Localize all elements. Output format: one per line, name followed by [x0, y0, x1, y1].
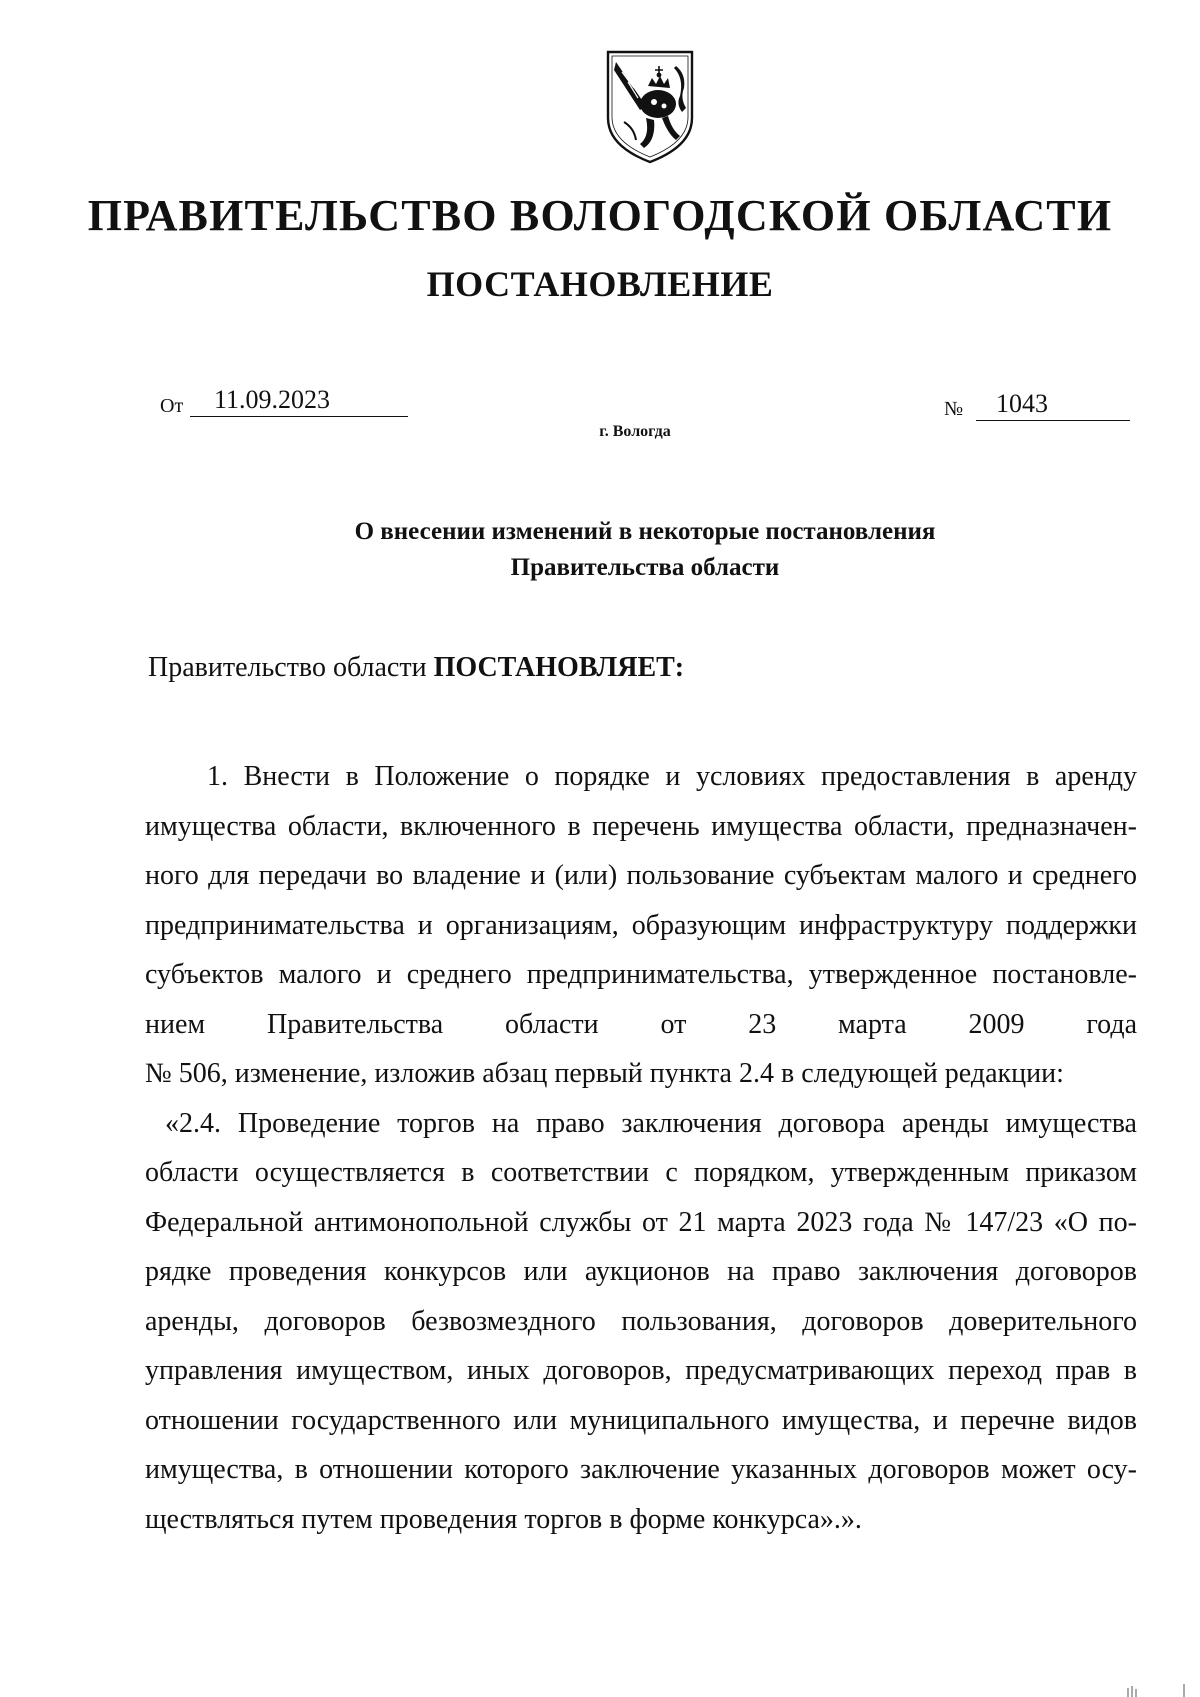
body-line: имущества, в отношении которого заключение указанных договоров может осу- — [145, 1454, 1137, 1485]
body-line: Федеральной антимонопольной службы от 21 марта 2023 года № 147/23 «О по- — [145, 1206, 1137, 1238]
document-type: ПОСТАНОВЛЕНИЕ — [426, 264, 774, 304]
preamble-text: Правительство области — [148, 652, 434, 683]
body-line: имущества области, включенного в перечень имущества области, предназначен- — [145, 810, 1137, 842]
document-body — [145, 752, 1137, 1544]
body-line: «2.4. Проведение торгов на право заключения договора аренды имущества — [165, 1107, 1137, 1139]
issue-city: г. Вологда — [599, 423, 671, 440]
body-line: ществляться путем проведения торгов в форме конкурса».». — [145, 1503, 862, 1535]
body-line: субъектов малого и среднего предпринимательства, утвержденное постановле- — [145, 959, 1137, 990]
document-subject — [0, 514, 1200, 586]
subject-line: О внесении изменений в некоторые постановления — [354, 518, 936, 545]
body-line: 1. Внести в Положение о порядке и условиях предоставления в аренду — [207, 761, 1137, 792]
scan-margin-marks — [1098, 1678, 1188, 1697]
preamble-emphasis: ПОСТАНОВЛЯЕТ: — [433, 652, 685, 683]
body-line: рядке проведения конкурсов или аукционов на право заключения договоров — [145, 1256, 1137, 1287]
body-line: № 506, изменение, изложив абзац первый пункта 2.4 в следующей редакции: — [145, 1058, 1064, 1089]
body-line: области осуществляется в соответствии с порядком, утвержденным приказом — [145, 1157, 1137, 1188]
body-line: предпринимательства и организациям, образующим инфраструктуру поддержки — [145, 909, 1137, 941]
body-line: управления имуществом, иных договоров, предусматривающих переход прав в — [145, 1355, 1137, 1386]
document-number: 1043 — [976, 388, 1130, 421]
body-line: отношении государственного или муниципального имущества, и перечне видов — [145, 1404, 1137, 1436]
body-line: аренды, договоров безвозмездного пользования, договоров доверительного — [145, 1305, 1137, 1337]
body-line: нием Правительства области от 23 марта 2009 года — [145, 1008, 1137, 1040]
document-date: 11.09.2023 — [190, 384, 408, 417]
number-prefix: № — [944, 398, 964, 420]
organization-title: ПРАВИТЕЛЬСТВО ВОЛОГОДСКОЙ ОБЛАСТИ — [87, 191, 1113, 240]
body-line: ного для передачи во владение и (или) пользование субъектам малого и среднего — [145, 860, 1137, 891]
subject-line: Правительства области — [510, 554, 780, 581]
preamble — [148, 650, 684, 686]
date-prefix: От — [160, 395, 184, 417]
vologda-coat-of-arms-icon — [604, 48, 696, 166]
